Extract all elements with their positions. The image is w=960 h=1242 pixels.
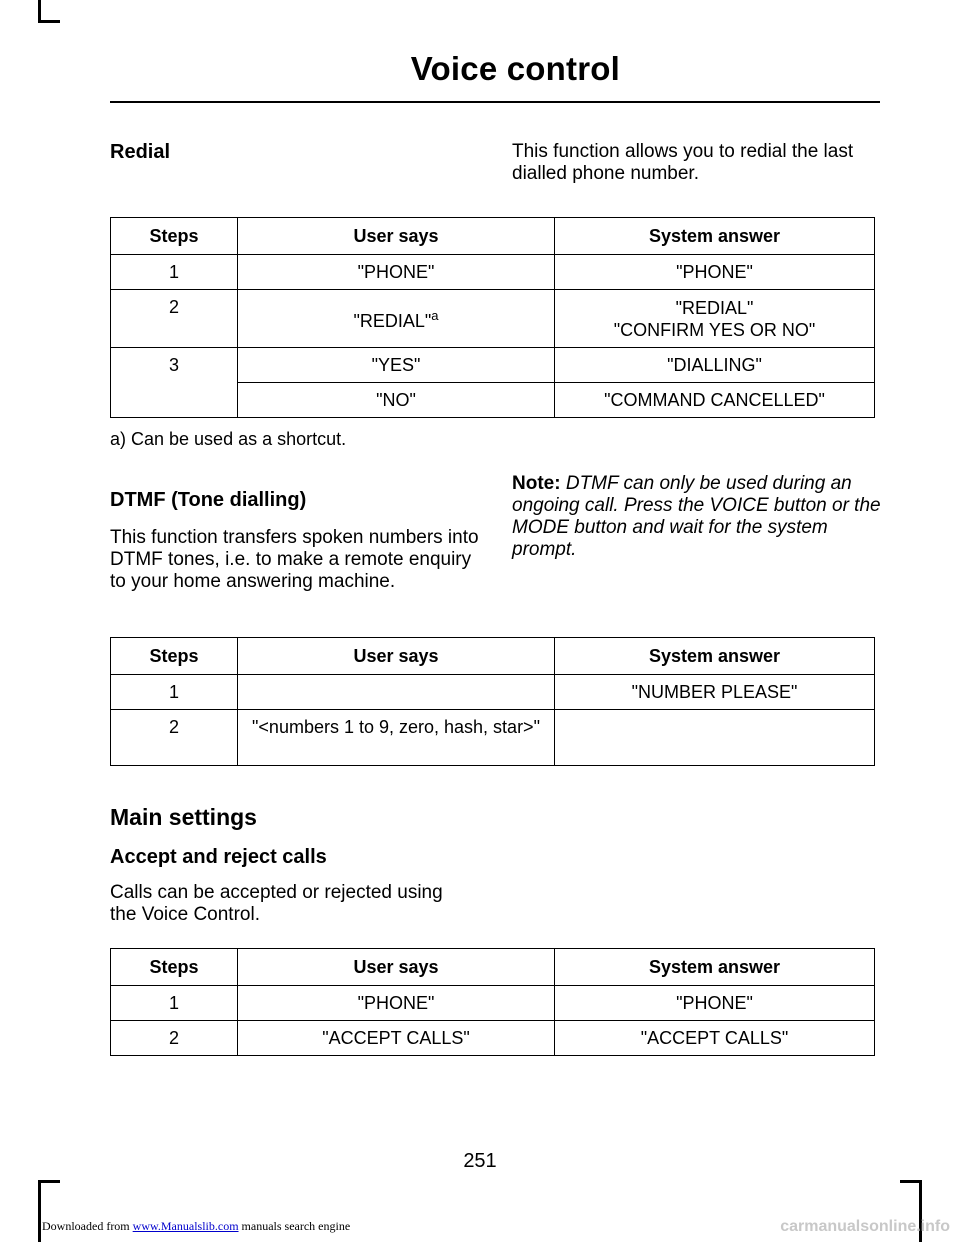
page-title: Voice control [410,50,620,87]
column-header: System answer [555,638,875,675]
accept-calls-table [110,948,875,1056]
redial-heading: Redial [110,141,171,163]
table-row [111,710,875,766]
main-settings-heading: Main settings [110,804,257,830]
manualslib-link[interactable]: www.Manualslib.com [132,1219,239,1233]
table-row [111,986,875,1021]
system-answer-line: "CONFIRM YES OR NO" [613,319,816,340]
table-row [111,348,875,383]
crop-mark [38,0,41,22]
system-answer-cell [555,710,875,766]
step-cell: 2 [111,290,238,348]
step-cell: 3 [111,348,238,418]
user-says-cell: "PHONE" [238,255,555,290]
title-rule [110,101,880,103]
accept-reject-description: Calls can be accepted or rejected using the Voice Control. [110,882,443,925]
step-cell: 1 [111,675,238,710]
user-says-text: "REDIAL" [353,311,432,331]
column-header: System answer [555,949,875,986]
table-row [111,1021,875,1056]
crop-mark [38,20,60,23]
page-number: 251 [463,1150,497,1172]
table-header-row [111,218,875,255]
system-answer-cell: "DIALLING" [555,348,875,383]
column-header: Steps [111,949,238,986]
system-answer-line: "REDIAL" [675,297,754,318]
footnote-marker: a [431,308,439,323]
step-cell: 1 [111,255,238,290]
download-footer [42,1219,350,1234]
system-answer-cell: "NUMBER PLEASE" [555,675,875,710]
column-header: Steps [111,638,238,675]
step-cell: 1 [111,986,238,1021]
table-row [111,675,875,710]
system-answer-cell: "COMMAND CANCELLED" [555,383,875,418]
system-answer-cell: "ACCEPT CALLS" [555,1021,875,1056]
dtmf-heading: DTMF (Tone dialling) [110,489,307,511]
user-says-cell: "<numbers 1 to 9, zero, hash, star>" [238,710,555,766]
column-header: Steps [111,218,238,255]
user-says-cell [238,675,555,710]
system-answer-cell: "PHONE" [555,255,875,290]
user-says-cell: "ACCEPT CALLS" [238,1021,555,1056]
step-cell: 2 [111,710,238,766]
table-header-row [111,949,875,986]
footnote: a) Can be used as a shortcut. [110,429,347,449]
table-header-row [111,638,875,675]
user-says-cell: "PHONE" [238,986,555,1021]
crop-mark [38,1180,60,1183]
crop-mark [38,1180,41,1242]
user-says-cell: "NO" [238,383,555,418]
step-cell: 2 [111,1021,238,1056]
system-answer-cell [555,290,875,348]
dtmf-table [110,637,875,766]
column-header: User says [238,638,555,675]
dtmf-note [512,473,882,561]
system-answer-cell: "PHONE" [555,986,875,1021]
column-header: System answer [555,218,875,255]
user-says-cell: "YES" [238,348,555,383]
redial-table [110,217,875,418]
table-row [111,290,875,348]
dtmf-description: This function transfers spoken numbers into DTMF tones, i.e. to make a remote enquiry to your home answering machine. [110,527,479,592]
footer-suffix: manuals search engine [238,1219,351,1233]
note-label: Note: [512,473,561,494]
note-text: DTMF can only be used during an ongoing call. Press the VOICE button or the MODE button and wait for the system prompt. [512,473,881,560]
user-says-cell [238,290,555,348]
footer-prefix: Downloaded from [42,1219,133,1233]
accept-reject-heading: Accept and reject calls [110,846,327,868]
redial-description: This function allows you to redial the last dialled phone number. [512,141,854,184]
table-row [111,255,875,290]
column-header: User says [238,218,555,255]
watermark: carmanualsonline.info [780,1218,950,1235]
column-header: User says [238,949,555,986]
